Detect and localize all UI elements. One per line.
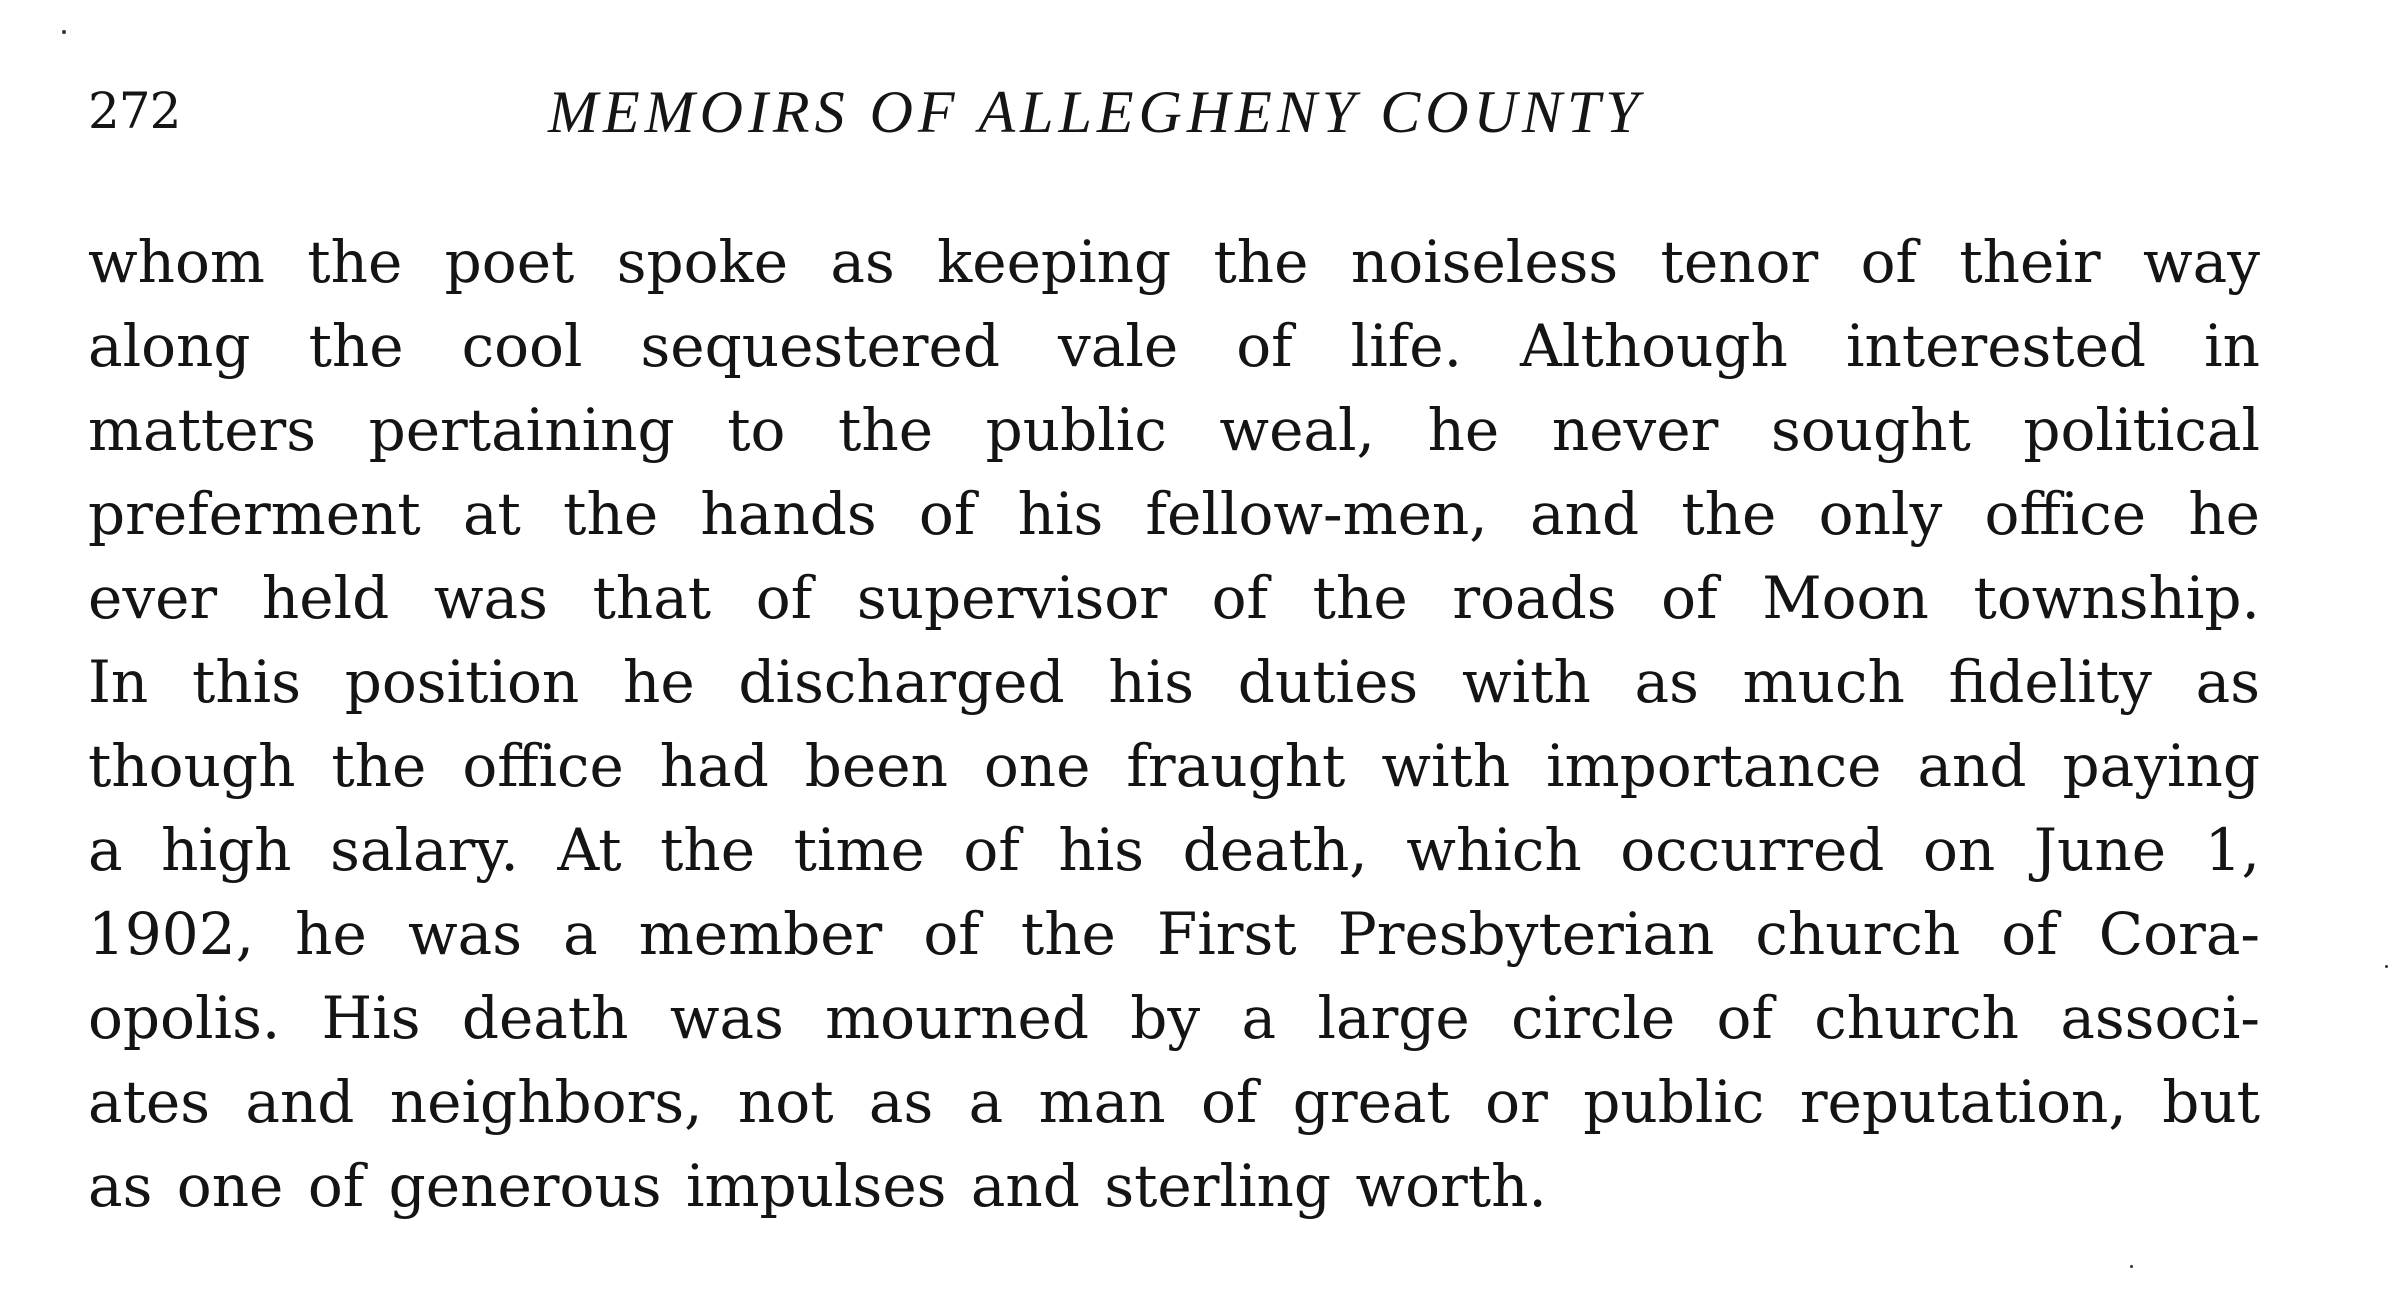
text-line-11: ates and neighbors, not as a man of great or public reputation, but [88,1068,2260,1136]
scan-speck [62,30,66,34]
page-number: 272 [88,82,181,140]
text-line-4: preferment at the hands of his fellow-men, and the only office he [88,480,2260,548]
body-paragraph [88,220,2260,1228]
text-line-10: opolis. His death was mourned by a large circle of church associ- [88,984,2260,1052]
text-line-1: whom the poet spoke as keeping the noiseless tenor of their way [88,228,2260,296]
text-line-7: though the office had been one fraught with importance and paying [88,732,2260,800]
text-line-9: 1902, he was a member of the First Presbyterian church of Cora- [88,900,2260,968]
text-line-5: ever held was that of supervisor of the roads of Moon township. [88,564,2260,632]
text-line-2: along the cool sequestered vale of life. Although interested in [88,312,2260,380]
scan-speck [2385,965,2388,968]
text-line-12: as one of generous impulses and sterling worth. [88,1152,1547,1220]
page-header [88,72,2268,162]
running-title: MEMOIRS OF ALLEGHENY COUNTY [548,79,1644,145]
text-line-6: In this position he discharged his duties with as much fidelity as [88,648,2260,716]
scan-speck [2130,1265,2133,1268]
text-line-8: a high salary. At the time of his death, which occurred on June 1, [88,816,2260,884]
text-line-3: matters pertaining to the public weal, he never sought political [88,396,2260,464]
